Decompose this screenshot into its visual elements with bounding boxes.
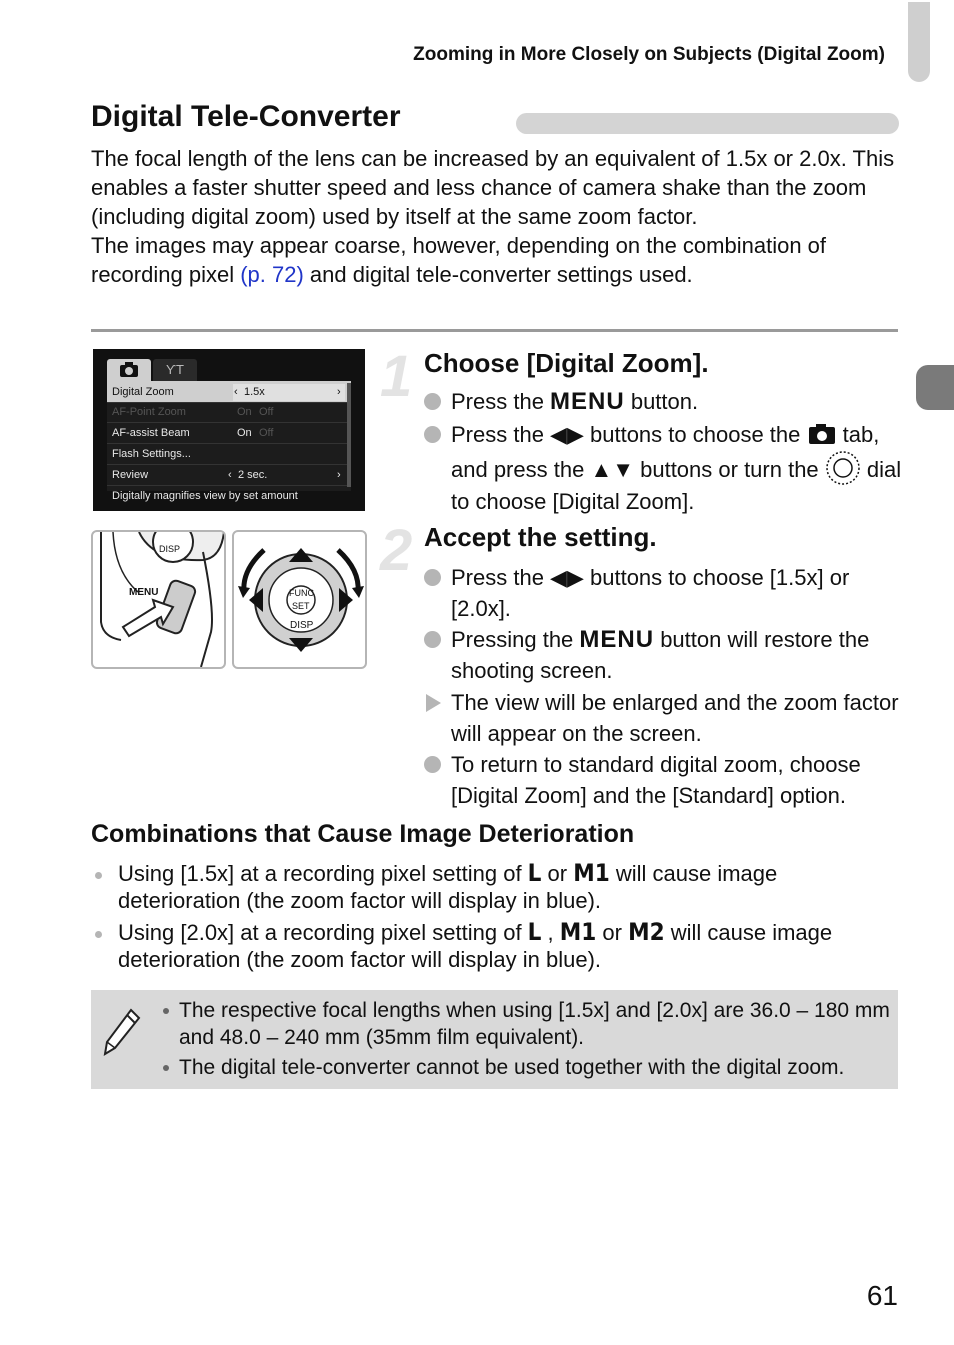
camera-menu-row [107,445,347,465]
step-2-title: Accept the setting. [424,522,657,552]
note-item-2 [179,1054,891,1081]
up-down-buttons-icon: ▲▼ [590,457,634,482]
running-header: Zooming in More Closely on Subjects (Digital Zoom) [413,44,885,65]
left-right-buttons-icon: ◀▶ [550,565,584,590]
right-arrow-icon: › [337,469,341,481]
title-rule [516,113,899,134]
bullet-dot-icon [424,569,441,586]
bullet-text: dial to choose [Digital Zoom]. [451,457,902,514]
control-dial-illustration [232,530,367,669]
row-label: AF-Point Zoom [112,406,186,418]
bullet-text: buttons to choose the [583,422,807,447]
intro-text [91,144,903,289]
bullet-text: button will restore the shooting screen. [451,627,870,683]
combination-item-1 [91,860,899,914]
edge-tab-chapter [916,365,954,410]
left-arrow-icon: ‹ [228,469,232,481]
bullet-dot-icon [163,1065,169,1071]
left-right-buttons-icon: ◀▶ [550,422,584,447]
row-label: Digital Zoom [112,386,174,398]
medium2-size-icon: M2 [628,918,665,946]
bullet-text: Press the [451,389,551,414]
camera-tab [107,359,151,381]
bullet-dot-icon [95,931,102,938]
bullet-dot-icon [424,631,441,648]
step-number-2: 2 [380,518,413,583]
bullet-text: Press the [451,565,551,590]
page-reference-link[interactable]: (p. 72) [240,262,304,287]
camera-menu-hint: Digitally magnifies view by set amount [112,490,298,502]
control-dial-icon [825,450,861,486]
bullet-dot-icon [424,426,441,443]
item-text: will cause image deterioration (the zoom factor will display in blue). [118,920,833,972]
right-arrow-icon: › [337,386,341,398]
bullet-text: buttons to choose [1.5x] or [2.0x]. [451,565,850,621]
note-item-1 [179,997,891,1051]
item-text: Using [1.5x] at a recording pixel setting of [118,861,528,886]
menu-button-label: MENU [129,587,159,598]
row-value: On [237,427,252,439]
menu-button-glyph: MENU [579,626,655,653]
combinations-heading: Combinations that Cause Image Deterioration [91,820,635,848]
pencil-icon [101,1008,141,1056]
camera-icon [107,359,151,381]
combination-item-2 [91,919,899,973]
result-arrow-icon [426,694,441,712]
intro-paragraph-1: The focal length of the lens can be increased by an equivalent of 1.5x or 2.0x. This enables a faster shutter speed and less chance of camera shake than the zoom (including digital zoom) used by itself at the same zoom factor. [91,146,895,229]
control-dial-drawing [234,532,365,667]
bullet-text: Press the [451,422,551,447]
large-size-icon: L [527,918,542,946]
camera-menu-row [107,403,347,423]
bullet-text: Pressing the [451,627,580,652]
row-value: 2 sec. [238,469,268,481]
bullet-dot-icon [424,756,441,773]
item-text: Using [2.0x] at a recording pixel setting of [118,920,528,945]
intro-p2-start: The images may appear coarse, however, depending on the combination of recording pixel [91,233,827,287]
intro-paragraph-2 [91,231,903,289]
item-text: or [541,861,574,886]
settings-tab: ƳT [153,359,197,381]
row-value: 1.5x [244,386,265,398]
camera-menu-screen [93,349,365,511]
large-size-icon: L [527,859,542,887]
edge-tab-top [908,2,930,82]
page-number: 61 [866,1280,898,1311]
bullet-dot-icon [95,872,102,879]
disp-label: DISP [159,544,181,554]
bullet-dot-icon [163,1008,169,1014]
row-value-alt: Off [259,427,274,439]
medium1-size-icon: M1 [559,918,597,946]
camera-tab-icon [807,423,837,445]
row-value: On [237,406,252,418]
left-arrow-icon: ‹ [234,386,238,398]
note-box [91,990,898,1089]
item-text: or [596,920,629,945]
camera-menu-row [107,466,347,486]
step-1-bullet-1 [424,386,902,417]
note-text: The digital tele-converter cannot be used together with the digital zoom. [179,1056,845,1079]
disp-label: DISP [290,620,314,631]
note-text: The respective focal lengths when using [1.5x] and [2.0x] are 36.0 – 180 mm and 48.0 – 240 mm (35mm film equivalent). [179,999,890,1049]
step-2-bullet-3 [424,687,902,749]
set-label: SET [292,601,310,611]
func-label: FUNC [289,588,314,598]
intro-p2-end: and digital tele-converter settings used. [303,262,693,287]
step-2-bullet-2 [424,624,902,686]
step-number-1: 1 [380,344,413,409]
bullet-text: The view will be enlarged and the zoom factor will appear on the screen. [451,690,899,746]
camera-menu-row [107,383,347,403]
item-text: , [541,920,560,945]
row-label: Flash Settings... [112,448,191,460]
menu-button-illustration [91,530,226,669]
medium1-size-icon: M1 [573,859,610,887]
camera-menu-list [107,381,351,491]
camera-menu-scrollbar [347,383,351,487]
section-divider [91,329,898,332]
bullet-text: tab, and press the [451,422,880,482]
row-value-alt: Off [259,406,274,418]
bullet-text: button. [624,389,699,414]
step-2-bullet-4 [424,749,902,811]
step-1-title: Choose [Digital Zoom]. [424,348,709,378]
row-label: Review [112,469,149,481]
step-2-bullet-1 [424,562,902,624]
step-1-bullet-2 [424,419,902,517]
item-text: will cause image deterioration (the zoom factor will display in blue). [118,861,778,913]
camera-menu-row [107,424,347,444]
bullet-text: buttons or turn the [634,457,825,482]
bullet-text: To return to standard digital zoom, choose [Digital Zoom] and the [Standard] option. [451,752,861,808]
bullet-dot-icon [424,393,441,410]
section-title: Digital Tele-Converter [91,100,401,133]
menu-button-glyph: MENU [550,388,625,415]
row-label: AF-assist Beam [112,427,190,439]
